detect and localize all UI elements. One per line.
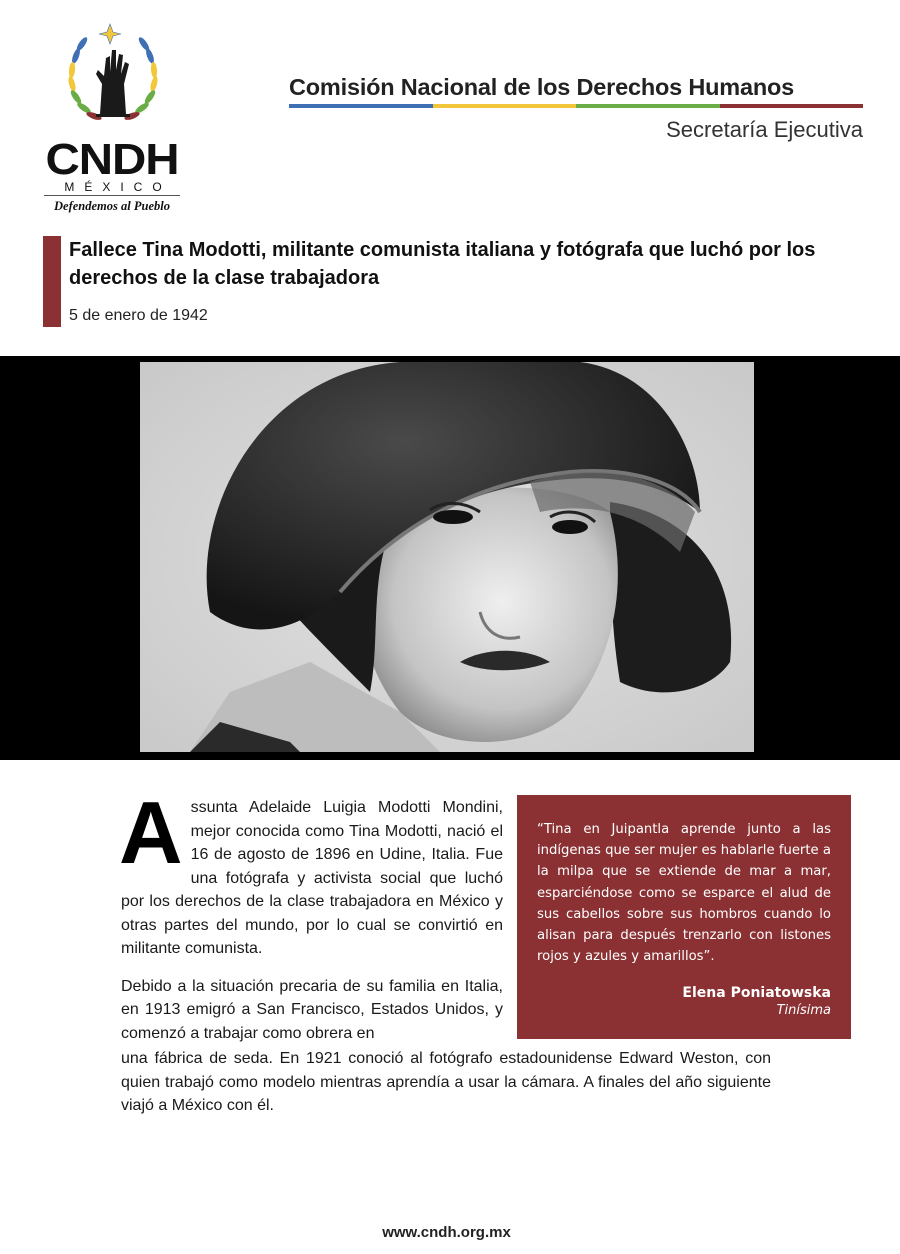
paragraph-1-text: ssunta Adelaide Luigia Modotti Mondini, mejor conocida como Tina Modotti, nació el 16 de agosto de 1896 en Udine, Italia. Fue una fotógrafa y activista social que luchó por los derechos de la clase trabajadora en México y otras partes del mundo, por lo cual se convirtió en militante comunista.: [121, 799, 503, 957]
logo-acronym: CNDH: [45, 135, 179, 184]
article-title: Fallece Tina Modotti, militante comunista italiana y fotógrafa que luchó por los derechos de la clase trabajadora: [69, 239, 816, 289]
paragraph-1: [119, 783, 503, 961]
portrait-image-icon: [140, 362, 754, 752]
article-header: [43, 236, 843, 327]
dropcap: A: [119, 783, 183, 882]
color-bar-blue: [289, 104, 433, 108]
paragraph-2-part-2: una fábrica de seda. En 1921 conoció al fotógrafo estadounidense Edward Weston, con quien trabajó como modelo mientras aprendía a usar la cámara. A finales del año siguiente viajó a México con él.: [121, 1050, 771, 1114]
organization-name: Comisión Nacional de los Derechos Humanos: [289, 74, 795, 100]
article-body-column: [119, 783, 503, 1059]
cndh-logo: [40, 22, 185, 213]
logo-divider: [44, 195, 180, 196]
quote-text: “Tina en Juipantla aprende junto a las indígenas que ser mujer es hablarle fuerte a la milpa que se extiende de mar a mar, esparciéndose como se esparce el alud de sus cabellos sobre sus hombros cuando lo alisan para después trenzarlo con listones rojos y azules y amarillos”.: [537, 822, 831, 965]
color-bar-red: [720, 104, 864, 108]
quote-source: Tinísima: [776, 1003, 831, 1019]
footer-url-link[interactable]: www.cndh.org.mx: [382, 1224, 511, 1241]
quote-box: [517, 795, 851, 1039]
quote-author: Elena Poniatowska: [682, 985, 831, 1002]
color-bar-divider: [289, 104, 863, 108]
photo-band: [0, 356, 900, 760]
raised-hand-laurel-star-icon: [58, 22, 168, 140]
logo-country: MÉXICO: [64, 180, 172, 194]
color-bar-green: [576, 104, 720, 108]
organization-header: [289, 73, 863, 143]
article-date: 5 de enero de 1942: [69, 307, 208, 324]
color-bar-yellow: [433, 104, 577, 108]
logo-slogan: Defendemos al Pueblo: [54, 199, 170, 213]
title-accent-bar: [43, 236, 61, 327]
paragraph-2-part-1: Debido a la situación precaria de su familia en Italia, en 1913 emigró a San Francisco, Estados Unidos, y comenzó a trabajar como obrera en: [121, 977, 503, 1042]
department-name: Secretaría Ejecutiva: [666, 117, 863, 142]
portrait-photo: [140, 362, 754, 752]
